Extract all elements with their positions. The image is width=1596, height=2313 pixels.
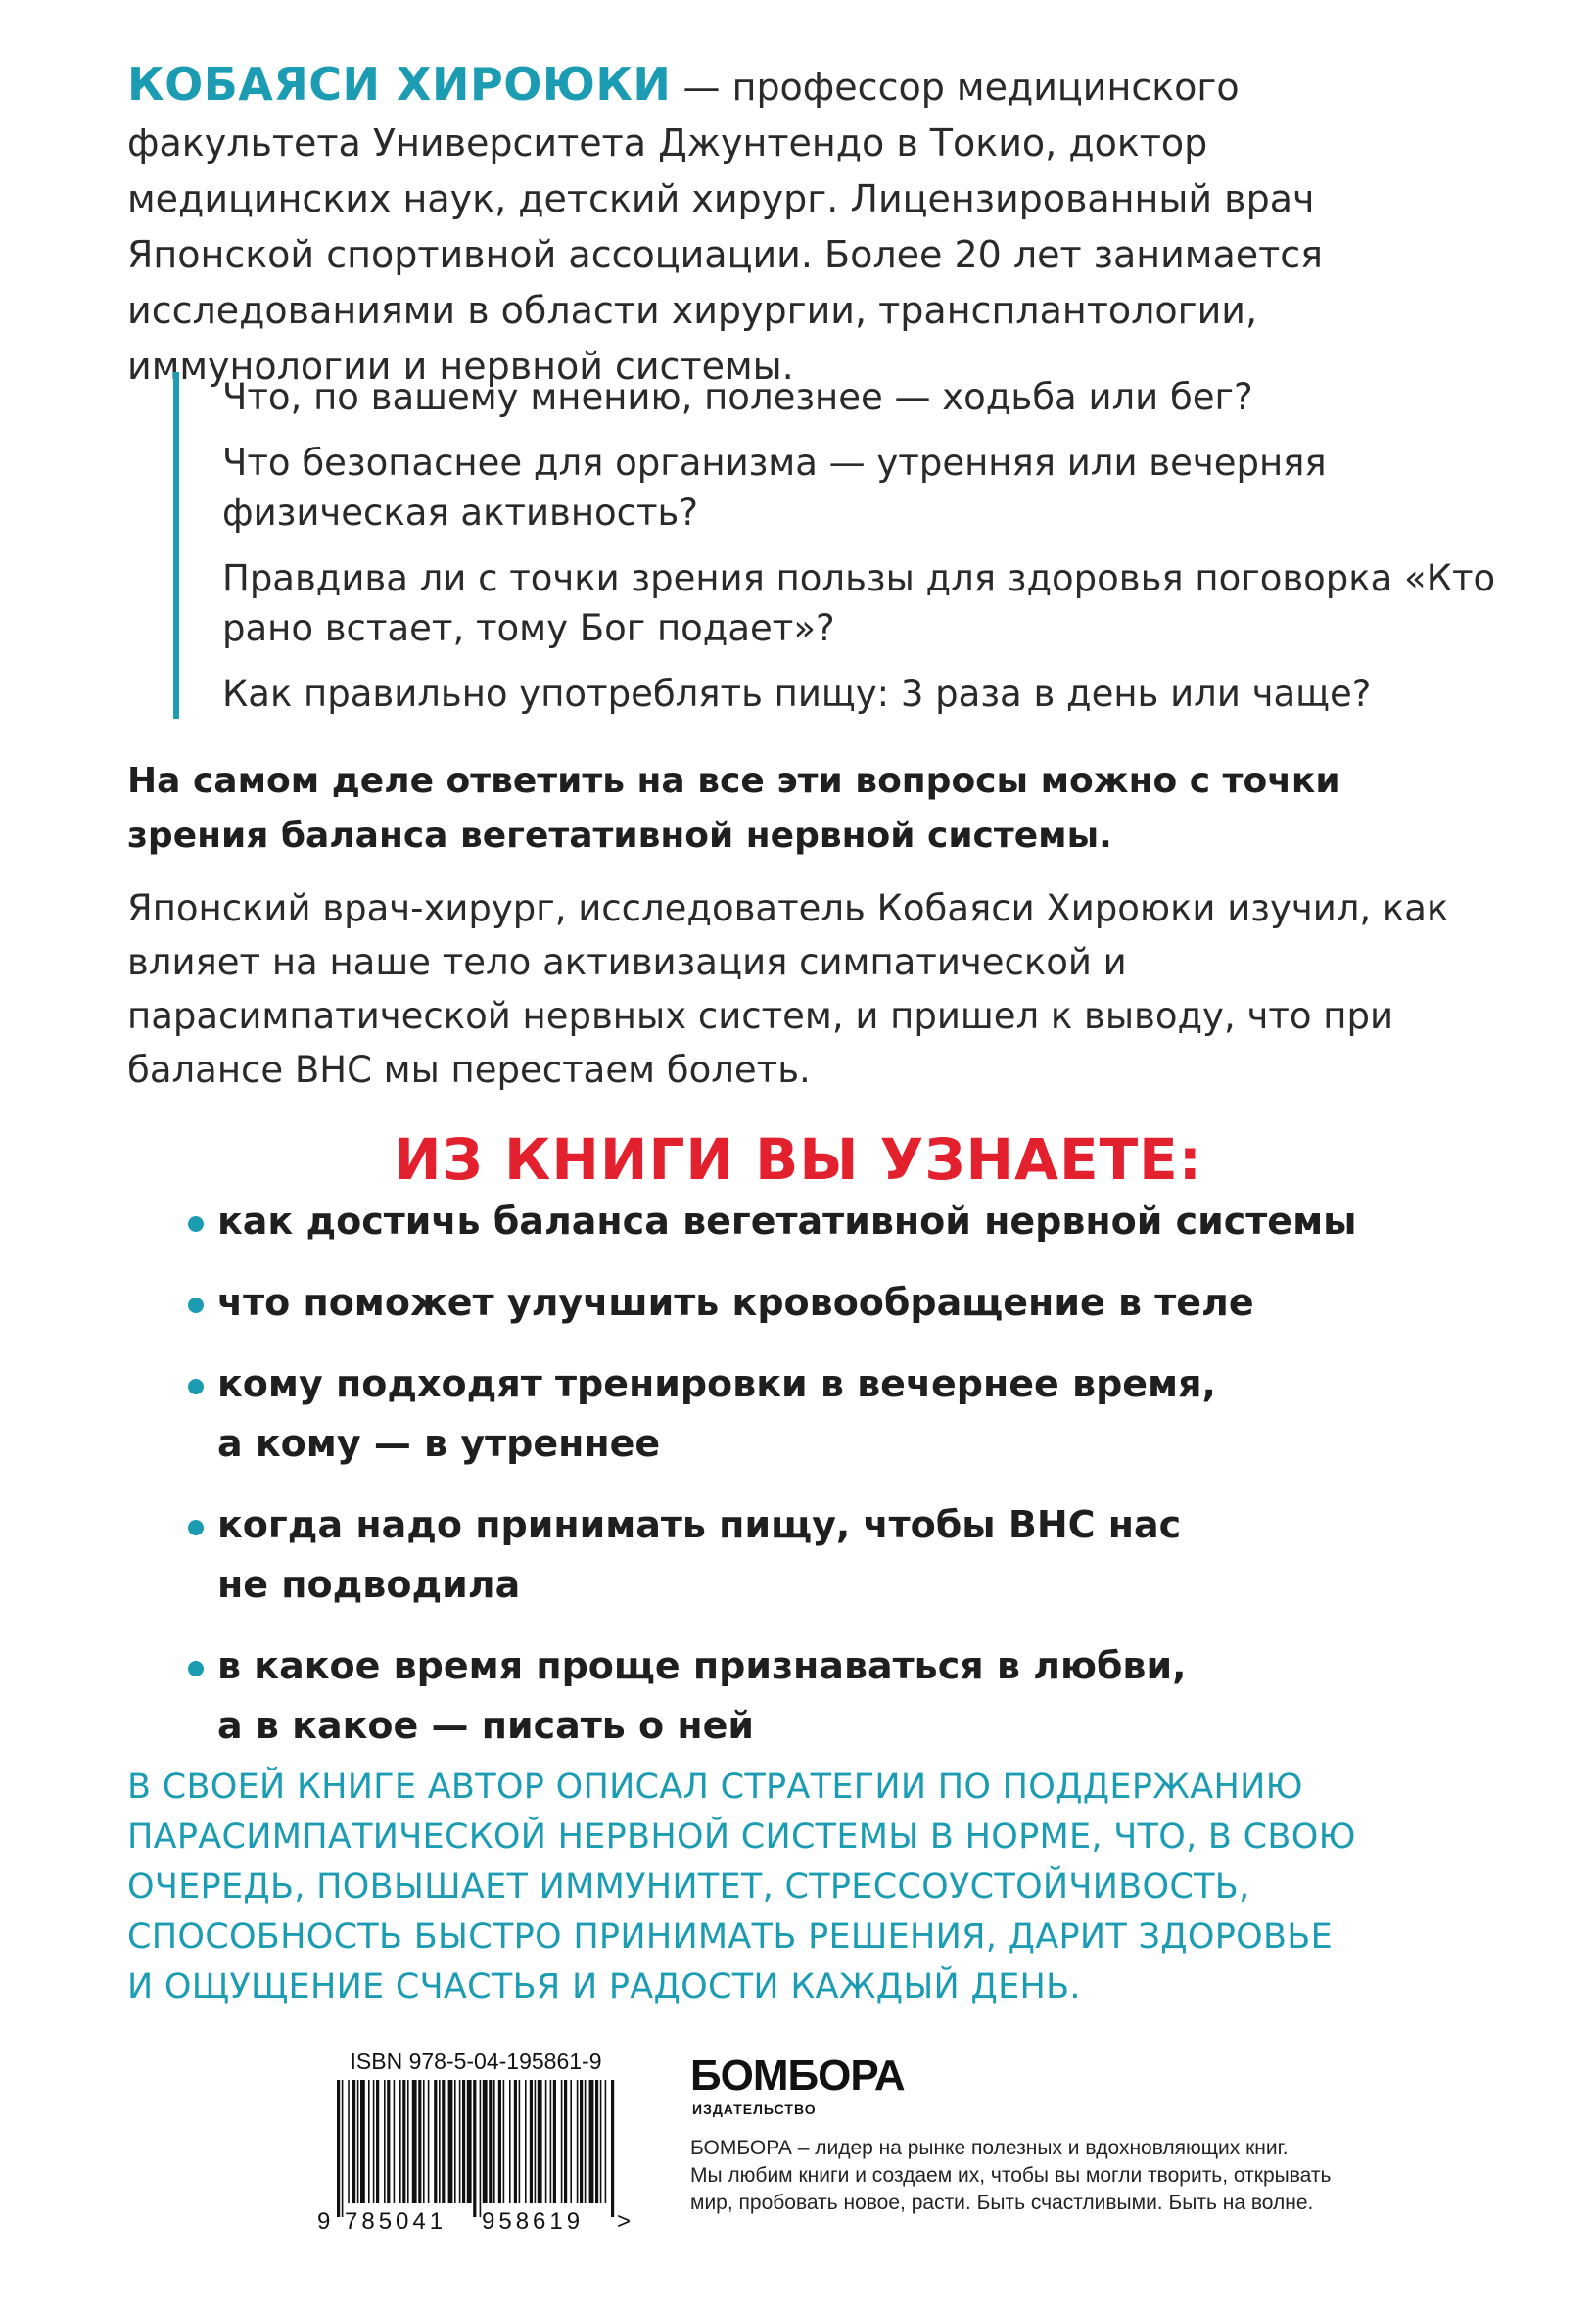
- barcode-digits-right: 958619: [482, 2208, 585, 2235]
- learn-list: [217, 1195, 1490, 1780]
- publisher-block: [690, 2054, 1434, 2217]
- barcode-bar: [525, 2080, 527, 2203]
- bullet-dot-icon: [188, 1379, 204, 1394]
- bullet-dot-icon: [188, 1216, 204, 1232]
- barcode-bar: [550, 2080, 552, 2203]
- learn-item-line: в какое время проще признаваться в любви,: [217, 1644, 1187, 1687]
- barcode-bar: [561, 2080, 563, 2203]
- publisher-desc-line: БОМБОРА – лидер на рынке полезных и вдохновляющих книг.: [690, 2137, 1289, 2159]
- question-item: Что, по вашему мнению, полезнее — ходьба или бег?: [222, 376, 1253, 418]
- learn-item-line: а в какое — писать о ней: [217, 1704, 755, 1747]
- barcode-bar: [376, 2080, 379, 2203]
- barcode-bar: [337, 2080, 340, 2217]
- author-bio-paragraph: [127, 57, 1479, 395]
- barcode-bar: [589, 2080, 594, 2203]
- barcode-icon: [315, 2080, 636, 2237]
- barcode-bar: [412, 2080, 417, 2203]
- barcode-bar: [519, 2080, 521, 2203]
- barcode-bar: [498, 2080, 501, 2203]
- bullet-dot-icon: [188, 1661, 204, 1676]
- barcode-digits-left: 785041: [345, 2208, 447, 2235]
- barcode-bar: [585, 2080, 587, 2203]
- barcode-bar: [509, 2080, 511, 2203]
- barcode-bar: [448, 2080, 453, 2203]
- barcode-bar: [535, 2080, 537, 2203]
- barcode-bar: [434, 2080, 437, 2203]
- barcode-bar: [418, 2080, 421, 2203]
- learn-item: [217, 1639, 1490, 1753]
- barcode-bar: [402, 2080, 405, 2203]
- question-item: Что безопаснее для организма — утренняя или вечерняя физическая активность?: [222, 442, 1327, 534]
- answer-intro: На самом деле ответить на все эти вопросы можно с точки зрения баланса вегетативной нервной системы.: [127, 761, 1340, 856]
- summary-line: В СВОЕЙ КНИГЕ АВТОР ОПИСАЛ СТРАТЕГИИ ПО ПОДДЕРЖАНИЮ: [127, 1768, 1303, 1807]
- questions-block: [173, 372, 1515, 719]
- barcode-bar: [600, 2080, 602, 2203]
- barcode-bar: [454, 2080, 456, 2203]
- barcode-bar: [428, 2080, 430, 2203]
- barcode-bar: [580, 2080, 583, 2203]
- publisher-subtitle: ИЗДАТЕЛЬСТВО: [692, 2101, 817, 2117]
- barcode-bar: [462, 2080, 465, 2203]
- barcode-bar: [357, 2080, 359, 2203]
- barcode-bar: [407, 2080, 409, 2203]
- barcode-bar: [373, 2080, 375, 2203]
- learn-item-line: кому подходят тренировки в вечернее время,: [217, 1362, 1216, 1405]
- barcode-bar: [553, 2080, 556, 2203]
- isbn-label: ISBN 978-5-04-195861-9: [350, 2049, 602, 2074]
- learn-item-line: а кому — в утреннее: [217, 1422, 661, 1465]
- summary-line: И ОЩУЩЕНИЕ СЧАСТЬЯ И РАДОСТИ КАЖДЫЙ ДЕНЬ.: [127, 1967, 1081, 2006]
- summary-line: СПОСОБНОСТЬ БЫСТРО ПРИНИМАТЬ РЕШЕНИЯ, ДАРИТ ЗДОРОВЬЕ: [127, 1917, 1334, 1957]
- barcode-bar: [538, 2080, 542, 2203]
- barcode-bar: [530, 2080, 533, 2203]
- barcode-bar: [514, 2080, 517, 2203]
- barcode-bar: [423, 2080, 425, 2203]
- learn-item-line: как достичь баланса вегетативной нервной системы: [217, 1200, 1357, 1243]
- barcode-bar: [605, 2080, 607, 2203]
- barcode-digit-first: 9: [317, 2208, 331, 2235]
- barcode-bar: [577, 2080, 579, 2203]
- publisher-description: [690, 2135, 1434, 2217]
- barcode-bar: [595, 2080, 598, 2203]
- barcode-bar: [483, 2080, 488, 2203]
- learn-item: [217, 1357, 1490, 1471]
- barcode-bar: [439, 2080, 441, 2203]
- learn-item-line: когда надо принимать пищу, чтобы ВНС нас: [217, 1503, 1182, 1546]
- barcode-bar: [342, 2080, 344, 2217]
- barcode-bar: [348, 2080, 350, 2203]
- summary-block: [127, 1763, 1498, 2012]
- isbn-barcode: [315, 2047, 636, 2238]
- barcode-end-mark: >: [617, 2208, 632, 2235]
- barcode-bar: [564, 2080, 567, 2203]
- barcode-bar: [489, 2080, 492, 2203]
- learn-item: [217, 1276, 1490, 1330]
- barcode-bar: [473, 2080, 476, 2217]
- question-item: Как правильно употреблять пищу: 3 раза в день или чаще?: [222, 673, 1372, 715]
- author-bio: — профессор медицинского факультета Университета Джунтендо в Токио, доктор медицинских наук, детский хирург. Лицензированный врач Японской спортивной ассоциации. Более 20 лет занимается исследованиями в области хирургии, трансплантологии, иммунологии и нервной системы.: [127, 66, 1324, 388]
- barcode-bar: [387, 2080, 390, 2203]
- learn-heading: ИЗ КНИГИ ВЫ УЗНАЕТЕ:: [394, 1126, 1202, 1193]
- description-paragraph: Японский врач-хирург, исследователь Кобаяси Хироюки изучил, как влияет на наше тело активизация симпатической и парасимпатической нервных систем, и пришел к выводу, что при балансе ВНС мы перестаем болеть.: [127, 887, 1449, 1091]
- summary-line: ОЧЕРЕДЬ, ПОВЫШАЕТ ИММУНИТЕТ, СТРЕССОУСТОЙЧИВОСТЬ,: [127, 1867, 1250, 1907]
- publisher-desc-line: Мы любим книги и создаем их, чтобы вы могли творить, открывать: [690, 2164, 1332, 2187]
- bullet-dot-icon: [188, 1298, 204, 1313]
- barcode-bar: [459, 2080, 461, 2203]
- publisher-logo: БОМБОРА: [690, 2052, 905, 2100]
- learn-item-line: что поможет улучшить кровообращение в теле: [217, 1281, 1254, 1324]
- barcode-bar: [352, 2080, 355, 2203]
- barcode-bar: [493, 2080, 495, 2203]
- barcode-bar: [394, 2080, 396, 2203]
- summary-line: ПАРАСИМПАТИЧЕСКОЙ НЕРВНОЙ СИСТЕМЫ В НОРМЕ, ЧТО, В СВОЮ: [127, 1817, 1356, 1857]
- barcode-bar: [467, 2080, 472, 2203]
- barcode-bar: [399, 2080, 401, 2203]
- barcode-bar: [368, 2080, 370, 2203]
- learn-item-line: не подводила: [217, 1563, 521, 1606]
- barcode-bar: [442, 2080, 445, 2203]
- barcode-bar: [503, 2080, 505, 2203]
- barcode-bar: [570, 2080, 572, 2203]
- barcode-bar: [611, 2080, 614, 2217]
- barcode-bar: [384, 2080, 386, 2203]
- bullet-dot-icon: [188, 1520, 204, 1535]
- barcode-bar: [480, 2080, 482, 2217]
- learn-item: [217, 1498, 1490, 1612]
- barcode-bar: [360, 2080, 365, 2203]
- author-name: КОБАЯСИ ХИРОЮКИ: [127, 58, 672, 111]
- question-item: Правдива ли с точки зрения пользы для здоровья поговорка «Кто рано встает, тому Бог подает»?: [222, 557, 1496, 649]
- publisher-desc-line: мир, пробовать новое, расти. Быть счастливыми. Быть на волне.: [690, 2192, 1314, 2214]
- learn-item: [217, 1195, 1490, 1249]
- barcode-bar: [545, 2080, 547, 2203]
